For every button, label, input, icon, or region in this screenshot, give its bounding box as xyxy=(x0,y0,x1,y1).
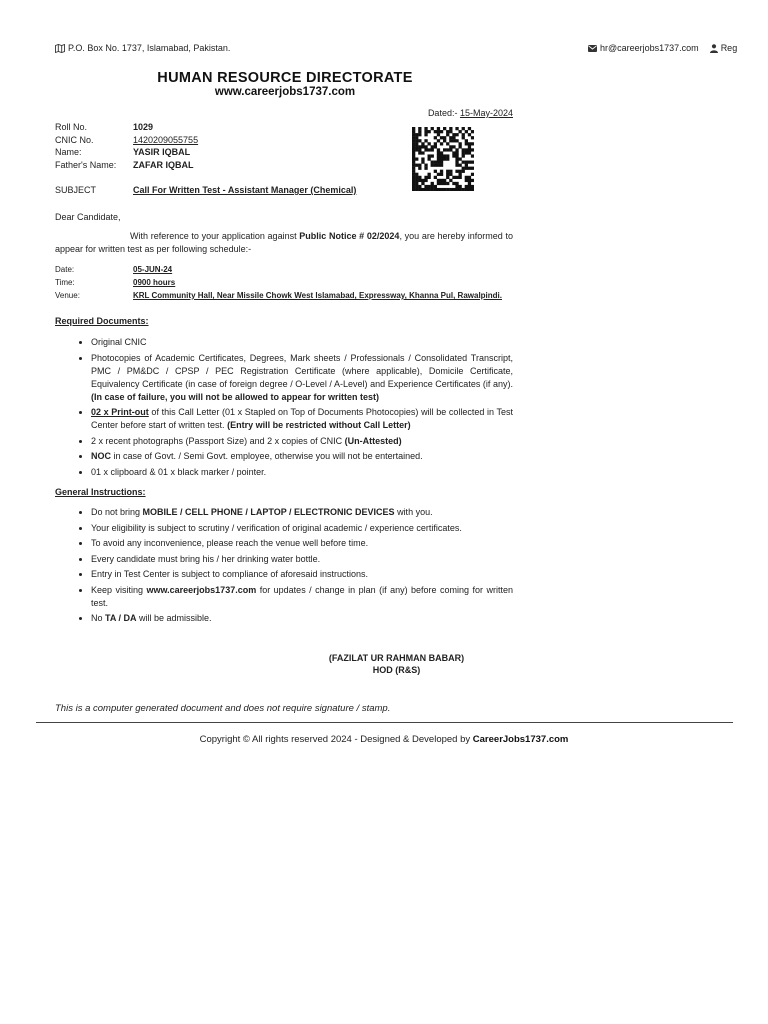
list-item-text: of this Call Letter (01 x Stapled on Top of Documents Photocopies) will be collected in Test Center before start of written test. xyxy=(91,407,513,430)
footer-brand-link[interactable]: CareerJobs1737.com xyxy=(472,734,569,745)
name-row xyxy=(55,146,198,159)
name-value: YASIR IQBAL xyxy=(133,147,191,158)
copyright-text: Copyright © All rights reserved 2024 - Designed & Developed by xyxy=(199,734,473,745)
list-item-text: with you. xyxy=(394,507,433,517)
list-item xyxy=(91,568,513,581)
list-item xyxy=(91,553,513,566)
list-item xyxy=(91,406,513,432)
address-text: P.O. Box No. 1737, Islamabad, Pakistan. xyxy=(68,43,231,53)
public-notice: Public Notice # 02/2024 xyxy=(299,231,400,241)
website-link[interactable]: www.careerjobs1737.com xyxy=(146,584,257,595)
dated-line xyxy=(428,108,513,118)
register-link[interactable]: Reg xyxy=(720,43,738,53)
list-item-bold: (In case of failure, you will not be allowed to appear for written test) xyxy=(91,391,380,402)
list-item-text: No xyxy=(91,613,106,623)
time-value: 0900 hours xyxy=(133,278,176,287)
cnic-value: 1420209055755 xyxy=(133,134,199,145)
list-item-text: Entry in Test Center is subject to compliance of aforesaid instructions. xyxy=(91,569,368,579)
list-item xyxy=(91,584,513,610)
list-item-text: 2 x recent photographs (Passport Size) and 2 x copies of CNIC xyxy=(91,435,343,446)
user-icon xyxy=(710,44,718,53)
name-label: Name: xyxy=(55,147,82,158)
subject-label: SUBJECT xyxy=(55,185,97,195)
list-item-text: Every candidate must bring his / her drinking water bottle. xyxy=(91,553,321,564)
list-item xyxy=(91,466,513,479)
dated-label: Dated:- xyxy=(427,108,458,118)
signature-block xyxy=(280,652,513,676)
cnic-label: CNIC No. xyxy=(55,134,94,145)
general-instructions-title: General Instructions: xyxy=(55,487,146,497)
map-icon xyxy=(55,44,65,53)
date-value: 05-JUN-24 xyxy=(133,265,173,274)
father-row xyxy=(55,159,198,172)
roll-row xyxy=(55,121,198,134)
top-bar xyxy=(0,43,768,57)
list-item-bold: (Entry will be restricted without Call Letter) xyxy=(227,420,411,430)
list-item-text: Keep visiting xyxy=(91,584,147,595)
subject-line xyxy=(55,185,356,195)
general-instructions-list xyxy=(55,506,513,628)
list-item-text: Your eligibility is subject to scrutiny / verification of original academic / experience certificates. xyxy=(91,522,462,533)
required-documents-title: Required Documents: xyxy=(55,316,149,326)
list-item xyxy=(91,435,513,448)
roll-value: 1029 xyxy=(133,122,154,133)
father-label: Father's Name: xyxy=(55,159,117,170)
computer-generated-note: This is a computer generated document and does not require signature / stamp. xyxy=(55,703,391,714)
father-value: ZAFAR IQBAL xyxy=(133,159,194,170)
schedule xyxy=(55,263,502,302)
venue-label: Venue: xyxy=(55,291,80,300)
list-item-bold: NOC xyxy=(91,451,111,461)
email-link[interactable]: hr@careerjobs1737.com xyxy=(600,43,699,53)
list-item xyxy=(91,537,513,550)
footer-divider xyxy=(36,722,733,723)
list-item-bold: (Un-Attested) xyxy=(344,435,402,446)
list-item-text: in case of Govt. / Semi Govt. employee, otherwise you will not be entertained. xyxy=(111,451,423,461)
list-item-text: will be admissible. xyxy=(136,613,212,623)
cnic-row xyxy=(55,134,198,147)
list-item xyxy=(91,506,513,519)
list-item-bold: 02 x Print-out xyxy=(91,407,149,417)
envelope-icon xyxy=(588,45,597,52)
subject-value: Call For Written Test - Assistant Manager (Chemical) xyxy=(133,185,357,195)
address-block xyxy=(55,43,230,53)
date-label: Date: xyxy=(55,265,75,274)
venue-value: KRL Community Hall, Near Missile Chowk West Islamabad, Expressway, Khanna Pul, Rawalpindi. xyxy=(133,291,502,300)
schedule-time-row xyxy=(55,276,502,289)
list-item xyxy=(91,612,513,625)
website-heading: www.careerjobs1737.com xyxy=(214,86,356,98)
list-item-text: Original CNIC xyxy=(91,337,147,347)
greeting: Dear Candidate, xyxy=(55,212,121,222)
list-item xyxy=(91,336,513,349)
intro-text-2: , you are hereby informed to appear for written test as per following schedule:- xyxy=(55,231,513,254)
roll-label: Roll No. xyxy=(55,122,88,133)
list-item xyxy=(91,450,513,463)
qr-code xyxy=(412,127,474,191)
list-item-text: Photocopies of Academic Certificates, Degrees, Mark sheets / Professionals / Consolidated Transcript, PMC / PM&DC / CPSP / PEC Registration Certificate (where applicable), Domicile Certificate, Equivalency Certificate (in case of foreign degree / O-Level / A-Level) and Experience Certificates (if any). xyxy=(91,352,513,389)
intro-text-1: With reference to your application against xyxy=(130,231,297,241)
schedule-date-row xyxy=(55,263,502,276)
page-title: HUMAN RESOURCE DIRECTORATE xyxy=(157,70,413,86)
schedule-venue-row xyxy=(55,289,502,302)
list-item xyxy=(91,522,513,535)
time-label: Time: xyxy=(55,278,75,287)
signatory-designation: HOD (R&S) xyxy=(372,665,421,675)
intro-paragraph xyxy=(55,230,513,255)
list-item-text: for updates / change in plan (if any) before coming for written test. xyxy=(91,584,514,608)
dated-value: 15-May-2024 xyxy=(459,108,513,118)
signatory-name: (FAZILAT UR RAHMAN BABAR) xyxy=(328,653,465,663)
candidate-info xyxy=(55,121,198,171)
copyright-footer xyxy=(0,734,768,745)
list-item-bold: TA / DA xyxy=(105,613,137,623)
list-item-bold: MOBILE / CELL PHONE / LAPTOP / ELECTRONIC DEVICES xyxy=(142,507,395,517)
letter-header xyxy=(55,70,515,98)
list-item-text: To avoid any inconvenience, please reach the venue well before time. xyxy=(91,538,369,548)
list-item-text: 01 x clipboard & 01 x black marker / pointer. xyxy=(91,466,267,477)
list-item xyxy=(91,352,513,404)
list-item-text: Do not bring xyxy=(91,507,143,517)
required-documents-list xyxy=(55,336,513,481)
